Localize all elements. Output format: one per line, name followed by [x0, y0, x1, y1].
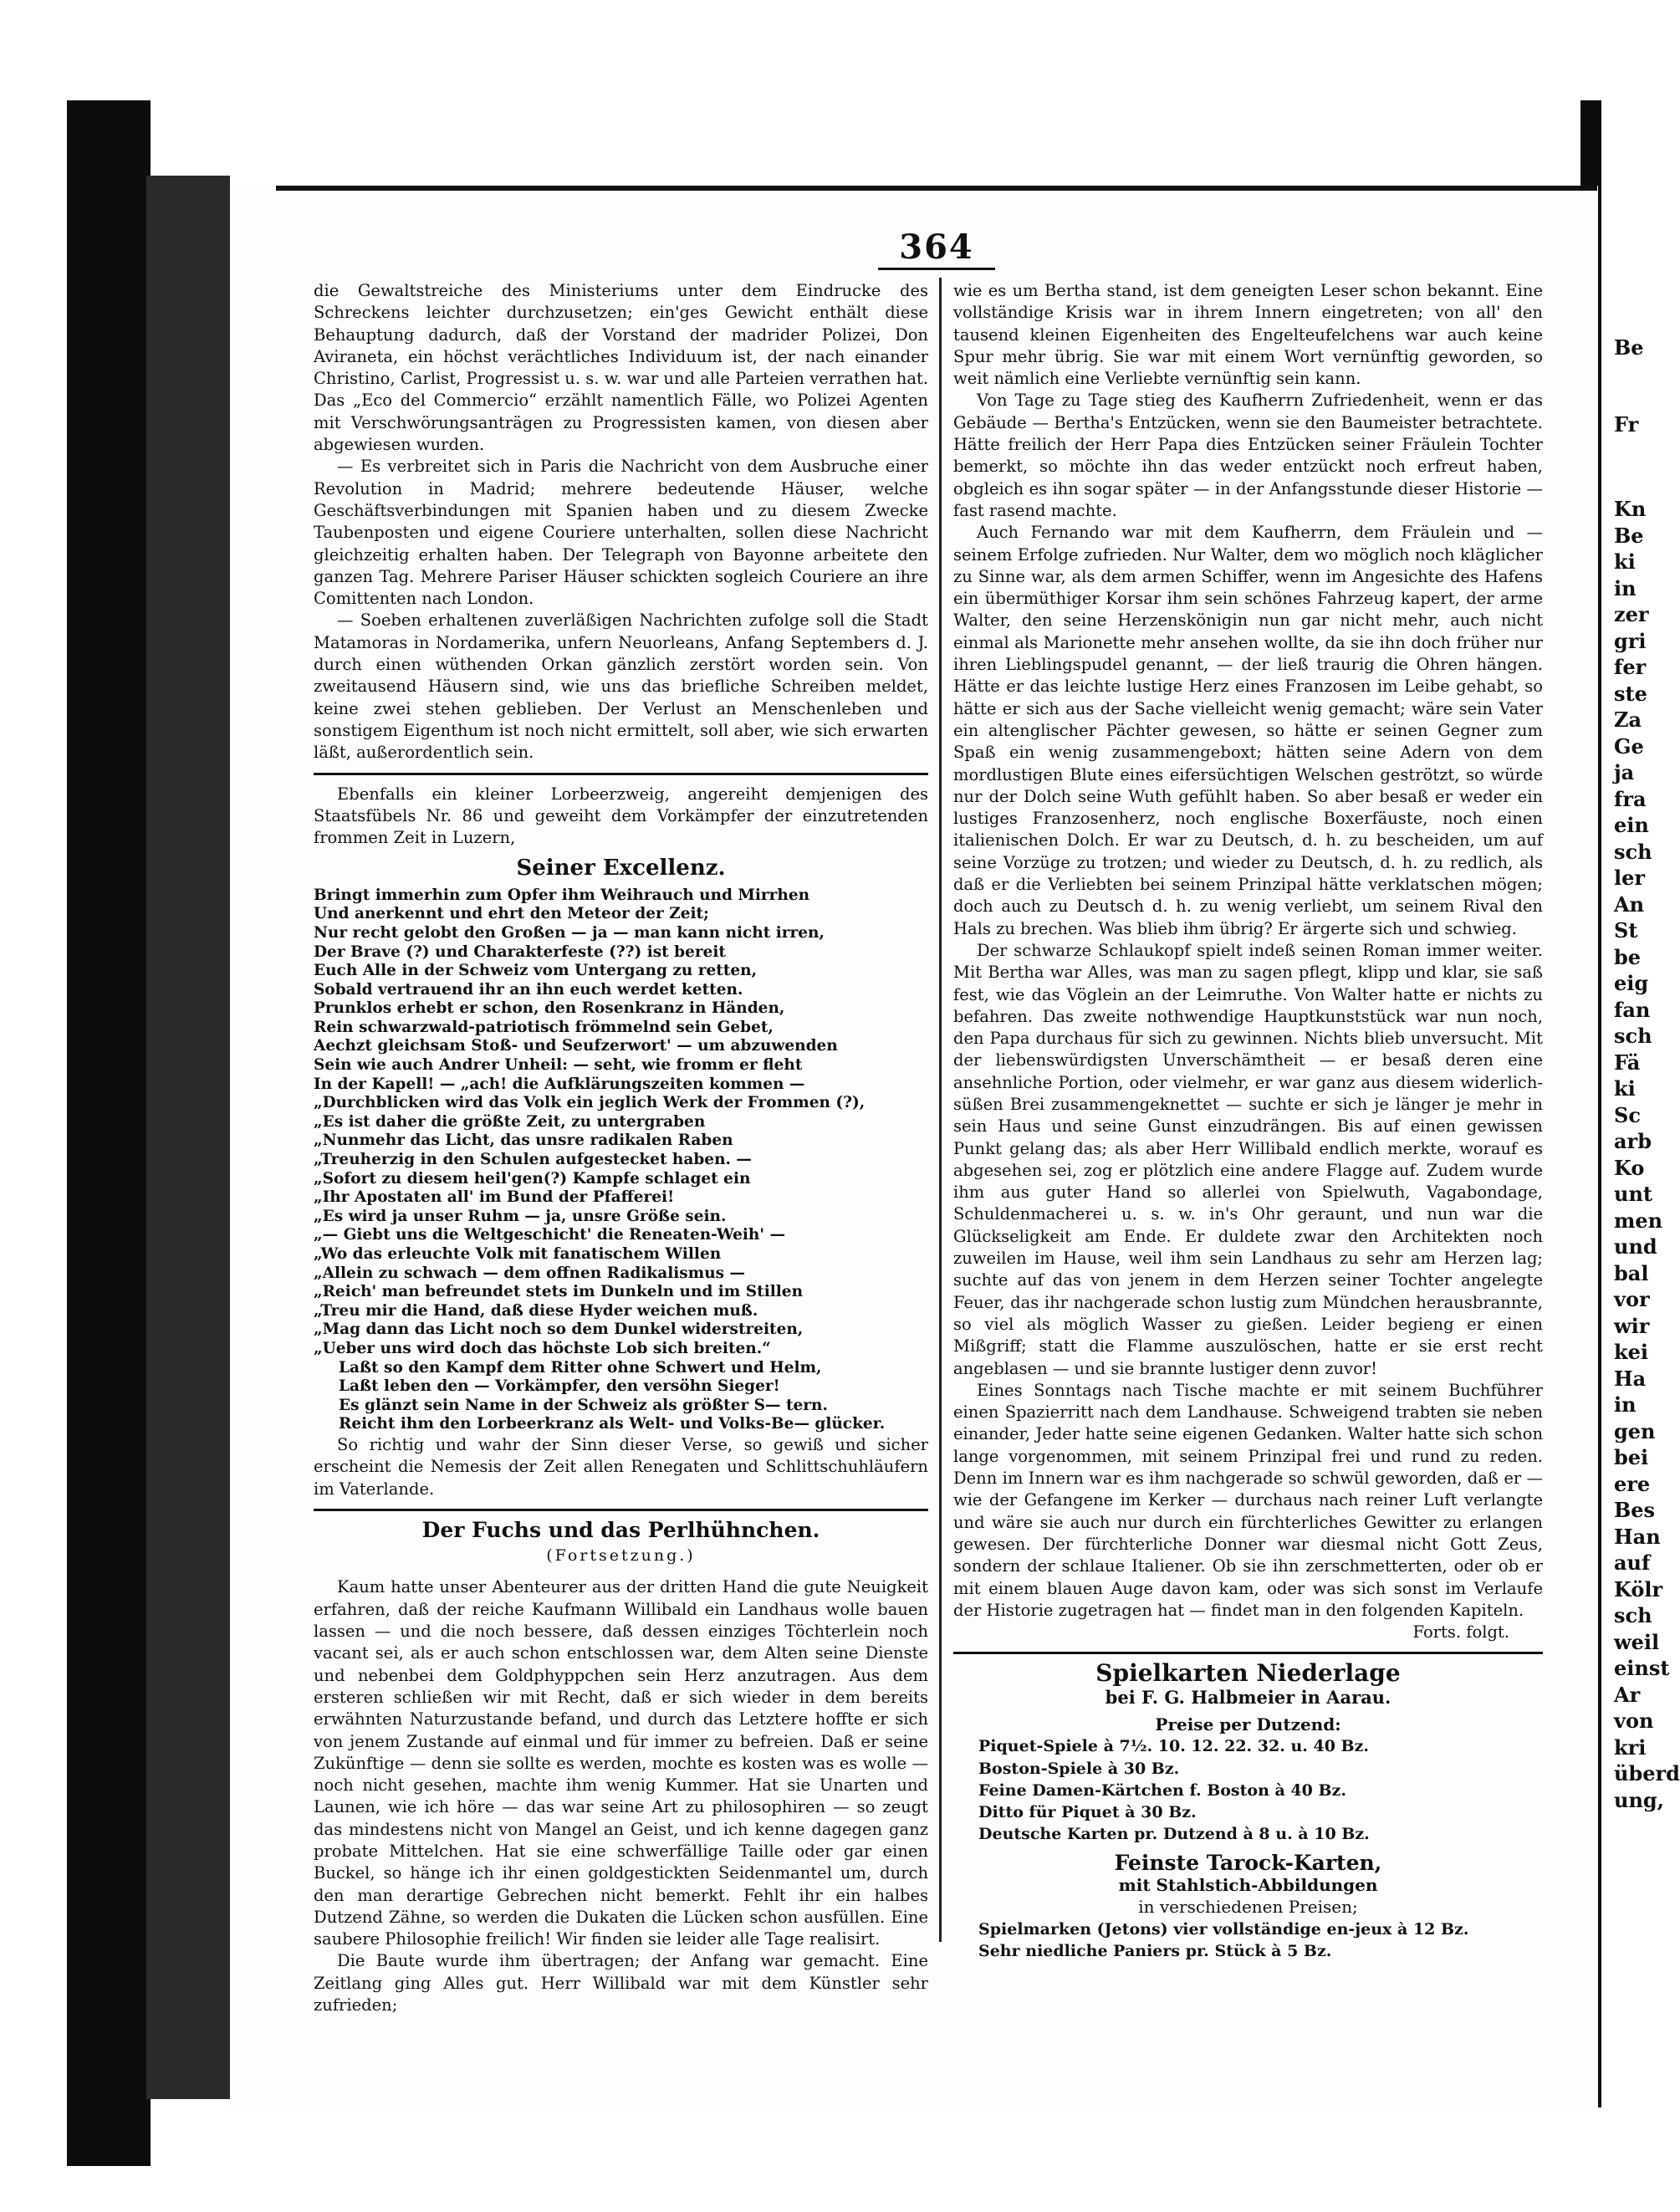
fragment-line: bal	[1614, 1260, 1649, 1285]
fragment-line: fer	[1614, 655, 1647, 679]
story-paragraph: Die Baute wurde ihm übertragen; der Anfang war gemacht. Eine Zeitlang ging Alles gut. Herr Willibald war mit dem Künstler sehr zufrieden;	[314, 1951, 928, 2015]
fragment-line: ki	[1614, 549, 1636, 574]
fragment-line: gri	[1614, 628, 1647, 653]
news-paragraph: — Es verbreitet sich in Paris die Nachricht von dem Ausbruche einer Revolution in Madrid; mehrere bedeutende Häuser, welche Geschäftsverbindungen mit Spanien haben und zu diesem Zwecke Taubenposten und eigene Couriere unterhalten, sollen diese Nachricht gleichzeitig erhalten haben. Der Telegraph von Bayonne arbeitete den ganzen Tag. Mehrere Pariser Häuser schickten sogleich Couriere an ihre Comittenten nach London.	[314, 457, 928, 609]
fragment-line: men	[1614, 1208, 1663, 1233]
poem-line: Laßt so den Kampf dem Ritter ohne Schwert und Helm,	[339, 1358, 822, 1377]
story-title: Der Fuchs und das Perlhühnchen.	[421, 1517, 820, 1542]
ad-title-tarock: Feinste Tarock-Karten,	[1114, 1850, 1382, 1875]
column-divider	[939, 278, 942, 1942]
fragment-line: Ge	[1614, 733, 1644, 759]
poem-line: Der Brave (?) und Charakterfeste (??) ist bereit	[314, 943, 726, 961]
fragment-line: gen	[1614, 1418, 1656, 1443]
page-number: 364	[899, 227, 974, 267]
news-paragraph: — Soeben erhaltenen zuverläßigen Nachrichten zufolge soll die Stadt Matamoras in Nordamerika, unfern Neuorleans, Anfang Septembers d. J. durch einen wüthenden Orkan gänzlich zerstört worden sein. Von zweitausend Häusern sind, wie uns das briefliche Schreiben meldet, keine zwei stehen geblieben. Der Verlust an Menschenleben und sonstigem Eigenthum ist noch nicht ermittelt, soll aber, wie sich erwarten läßt, außerordentlich sein.	[314, 610, 928, 763]
fragment-line: be	[1614, 944, 1642, 969]
story-paragraph: Von Tage zu Tage stieg des Kaufherrn Zufriedenheit, wenn er das Gebäude — Bertha's Entzücken, wenn sie den Baumeister betrachtete. Hätte freilich der Herr Papa dies Entzücken seiner Fräulein Tochter bemerkt, so möchte ihn das weder entzückt noch erfreut haben, obgleich es ihn sogar später — in der Anfangsstunde dieser Historie — fast rasend machte.	[953, 391, 1543, 520]
fragment-line: unt	[1614, 1182, 1652, 1206]
fragment-line: fra	[1614, 786, 1647, 811]
ad-title: Spielkarten Niederlage	[1095, 1659, 1401, 1688]
poem-line: „Es wird ja unser Ruhm — ja, unsre Größe sein.	[314, 1207, 727, 1225]
ad-line: Deutsche Karten pr. Dutzend à 8 u. à 10 Bz.	[978, 1825, 1370, 1844]
fragment-line: ung,	[1614, 1787, 1665, 1812]
fragment-line: Ar	[1614, 1682, 1641, 1707]
fragment-line: sch	[1614, 1024, 1652, 1048]
fragment-line: Bes	[1614, 1498, 1656, 1522]
fragment-line: Fä	[1614, 1050, 1641, 1075]
fragment-line: ste	[1614, 681, 1647, 706]
poem-title: Seiner Excellenz.	[516, 856, 726, 881]
poem-line: „Treuherzig in den Schulen aufgestecket haben. —	[314, 1151, 752, 1169]
poem-line: Und anerkennt und ehrt den Meteor der Zeit;	[314, 905, 709, 923]
ad-sub-prices: in verschiedenen Preisen;	[1138, 1897, 1358, 1918]
left-column	[314, 280, 928, 2016]
story-subtitle: (Fortsetzung.)	[546, 1546, 696, 1566]
fragment-line: Be	[1614, 523, 1644, 548]
poem-line: „Ihr Apostaten all' im Bund der Pfafferei!	[314, 1188, 675, 1207]
story-paragraph: wie es um Bertha stand, ist dem geneigten Leser schon bekannt. Eine vollständige Krisis war in ihrem Innern eingetreten; von all' den tausend kleinen Eigenheiten des Engelteufelchens war auch keine Spur mehr übrig. Sie war mit einem Wort vernünftig geworden, so weit nämlich eine Verliebte vernünftig sein kann.	[953, 281, 1543, 389]
story-paragraph: Der schwarze Schlaukopf spielt indeß seinen Roman immer weiter. Mit Bertha war Alles, was man zu sagen pflegt, klipp und klar, sie saß fest, wie das Vöglein an der Leimruthe. Von Walter hatte er nichts zu befahren. Das zweite nothwendige Hauptkunststück war nun noch, den Papa durchaus für sich zu gewinnen. Nichts blieb unversucht. Mit der liebenswürdigsten Unverschämtheit — er besaß deren eine ansehnliche Portion, oder vielmehr, er war ganz aus diesem widerlich-süßen Brei zusammengeknettet — suchte er sich je länger je mehr in sein Haus und seine Gunst einzudrängen. Bis auf einen gewissen Punkt gelang das; als aber Herr Willibald endlich merkte, worauf es abgesehen sei, zog er plötzlich eine andere Flagge auf. Zudem wurde ihm aus guter Hand so allerlei von Spielwuth, Vagabondage, Schuldenmacherei u. s. w. in's Ohr geraunt, und nun war die Glückseligkeit am Ende. Er duldete zwar den Architekten noch zuweilen im Hause, weil ihm sein Landhaus zu sehr am Herzen lag; suchte auf das von jenem in dem Herzen seiner Tochter angelegte Feuer, das ihr nachgerade schon lustig zum Mündchen herausbrannte, so viel als möglich Wasser zu gießen. Leider begieng er einen Mißgriff; statt die Flamme auszulöschen, hatte er sie erst recht angeblasen — und sie brannte lustiger denn zuvor!	[953, 940, 1543, 1378]
fragment-line: in	[1614, 1392, 1637, 1417]
fragment-line: weil	[1614, 1629, 1660, 1654]
ad-line: Sehr niedliche Paniers pr. Stück à 5 Bz.	[978, 1941, 1332, 1960]
poem-line: Aechzt gleichsam Stoß- und Seufzerwort' — um abzuwenden	[314, 1037, 838, 1055]
fragment-line: Ko	[1614, 1155, 1645, 1180]
fragment-line: ki	[1614, 1076, 1636, 1101]
story-paragraph: Kaum hatte unser Abenteurer aus der dritten Hand die gute Neuigkeit erfahren, daß der reiche Kaufmann Willibald ein Landhaus wolle bauen lassen — und die noch bessere, daß dessen einziges Töchterlein noch vacant sei, als er auch schon entschlossen war, dem Alten seine Dienste und nebenbei dem Goldphyppchen sein Herz anzutragen. Aus dem ersteren schließen wir mit Recht, daß er sich wieder in dem bereits erwähnten Naturzustande befand, und durch das Letztere hoffte er sich von jenem Zustande auf einmal und für immer zu befreien. Daß er seine Zukünftige — denn sie sollte es werden, mochte es kosten was es wolle — noch nicht gesehen, machte ihm wenig Kummer. Hat sie Unarten und Launen, wie ich höre — das war seine Art zu philosophiren — so zeugt das mindestens nicht von Mangel an Geist, und ich kenne dagegen ganz probate Mittelchen. Hat sie eine schwerfällige Taille oder gar einen Buckel, so hänge ich ihr einen goldgestickten Seidenmantel um, durch den man derartige Gebrechen nicht bemerkt. Fehlt ihr ein halbes Dutzend Zähne, so werden die Dukaten die Lücken schon ausfüllen. Eine saubere Philosophie freilich! Wir finden sie leider alle Tage realisirt.	[314, 1577, 928, 1949]
poem-outro: So richtig und wahr der Sinn dieser Verse, so gewiß und sicher erscheint die Nemesis der Zeit allen Renegaten und Schlittschuhläufern im Vaterlande.	[314, 1434, 928, 1499]
fragment-line: Fr	[1614, 411, 1639, 437]
fragment-line: überd	[1614, 1761, 1680, 1785]
fragment-line: ere	[1614, 1471, 1651, 1496]
top-rule	[276, 186, 1597, 191]
poem-line: „Durchblicken wird das Volk ein jeglich Werk der Frommen (?),	[314, 1094, 866, 1112]
fragment-line: auf	[1614, 1550, 1651, 1575]
fragment-line: zer	[1614, 602, 1649, 626]
poem-line: Laßt leben den — Vorkämpfer, den versöhn Sieger!	[339, 1377, 780, 1396]
section-rule	[953, 1652, 1543, 1654]
poem-line: „Sofort zu diesem heil'gen(?) Kampfe schlaget ein	[314, 1169, 751, 1188]
fragment-line: kri	[1614, 1734, 1647, 1760]
adjacent-page-fragment	[1614, 335, 1680, 1813]
ad-line: Boston-Spiele à 30 Bz.	[978, 1759, 1180, 1778]
fragment-line: sch	[1614, 839, 1652, 864]
poem-intro: Ebenfalls ein kleiner Lorbeerzweig, angereiht demjenigen des Staatsfübels Nr. 86 und geweiht dem Vorkämpfer der einzutretenden frommen Zeit in Luzern,	[314, 784, 928, 848]
fragment-line: ja	[1614, 760, 1635, 784]
poem-line: In der Kapell! — „ach! die Aufklärungszeiten kommen —	[314, 1075, 805, 1093]
news-paragraph: die Gewaltstreiche des Ministeriums unter dem Eindrucke des Schreckens leichter durchzusetzen; ein'ges Gewicht enthält diese Behauptung dadurch, daß der Vorstand der madrider Polizei, Don Aviraneta, ein höchst verächtliches Individuum ist, der nach einander Christino, Carlist, Progressist u. s. w. war und alle Parteien verrathen hat. Das „Eco del Commercio“ erzählt namentlich Fälle, wo Polizei Agenten mit Verschwörungsanträgen zu Progressisten kamen, von diesen aber abgewiesen wurden.	[314, 281, 928, 455]
fragment-line: arb	[1614, 1129, 1652, 1153]
ad-line: Feine Damen-Kärtchen f. Boston à 40 Bz.	[978, 1780, 1346, 1800]
poem-line: Sein wie auch Andrer Unheil: — seht, wie fromm er fleht	[314, 1056, 803, 1075]
fragment-line: Kn	[1614, 497, 1647, 521]
poem-line: Bringt immerhin zum Opfer ihm Weihrauch und Mirrhen	[314, 886, 810, 904]
fragment-line: kei	[1614, 1340, 1649, 1364]
fragment-line: eig	[1614, 971, 1649, 995]
poem-line: „Mag dann das Licht noch so dem Dunkel widerstreiten,	[314, 1321, 804, 1339]
fragment-line: Be	[1614, 335, 1644, 360]
story-paragraph: Auch Fernando war mit dem Kaufherrn, dem Fräulein und — seinem Erfolge zufrieden. Nur Walter, dem wo möglich noch kläglicher zu Sinne war, als dem armen Schiffer, wenn im Angesichte des Hafens ein übermüthiger Korsar ihm sein schönes Fahrzeug kapert, der arme Walter, den seine Herzenskönigin nun gar nicht mehr, auch nicht einmal als Marionette mehr ansehen wollte, da sie ihn doch früher nur ihren Lieblingspudel genannt, — der ließ traurig die Ohren hängen. Hätte er das leichte lustige Herz eines Franzosen im Leibe gehabt, so hätte er sich aus der Sache vielleicht wenig gemacht; wäre sein Vater ein altenglischer Pächter gewesen, so hätte er seinen Gegner zum Spaß ein wenig zusammengeboxt; hätten seine Adern von dem mordlustigen Blute eines eifersüchtigen Welschen geströtzt, so würde nur der Dolch seine Wuth gefühlt haben. So aber besaß er weder ein lustiges Franzosenherz, noch englische Boxerfäuste, noch einen italienischen Dolch. Er war zu Deutsch, d. h. zu bescheiden, um auf seine Vorzüge zu trotzen; und wieder zu Deutsch, d. h. zu redlich, als daß er die Verliebten bei seinem Prinzipal hätte verklatschen mögen; doch auch zu Deutsch d. h. zu wenig verliebt, um seinem Rival den Hals zu brechen. Was blieb ihm übrig? Er ärgerte sich und schwieg.	[953, 523, 1543, 938]
fragment-line: vor	[1614, 1287, 1650, 1311]
poem-line: Nur recht gelobt den Großen — ja — man kann nicht irren,	[314, 923, 825, 942]
fragment-line: einst	[1614, 1656, 1670, 1680]
scan-left-border	[67, 100, 151, 2166]
ad-line: Ditto für Piquet à 30 Bz.	[978, 1803, 1197, 1822]
fragment-line: St	[1614, 918, 1638, 943]
fragment-line: ler	[1614, 866, 1646, 890]
fragment-line: ein	[1614, 813, 1649, 837]
poem-line: Sobald vertrauend ihr an ihn euch werdet ketten.	[314, 980, 743, 999]
scan-book-edge	[146, 176, 230, 2099]
poem-line: „Es ist daher die größte Zeit, zu untergraben	[314, 1112, 706, 1131]
poem-line: Prunklos erhebt er schon, den Rosenkranz in Händen,	[314, 999, 785, 1018]
ad-sub-tarock: mit Stahlstich-Abbildungen	[1118, 1875, 1378, 1896]
right-column	[953, 280, 1543, 1962]
fragment-line: An	[1614, 891, 1645, 917]
continuation-note: Forts. folgt.	[1412, 1622, 1509, 1642]
poem-line: Reicht ihm den Lorbeerkranz als Welt- und Volks-Be— glücker.	[339, 1415, 886, 1433]
fragment-line: von	[1614, 1709, 1654, 1733]
fragment-line: wir	[1614, 1313, 1650, 1338]
poem-line: Rein schwarzwald-patriotisch frömmelnd sein Gebet,	[314, 1018, 774, 1036]
section-rule	[314, 1509, 928, 1511]
poem-line: „Ueber uns wird doch das höchste Lob sich breiten.“	[314, 1339, 771, 1357]
fragment-line: in	[1614, 575, 1637, 600]
page-number-rule	[878, 268, 995, 270]
poem-line: „— Giebt uns die Weltgeschicht' die Reneaten-Weih' —	[314, 1226, 785, 1244]
poem	[314, 886, 928, 1434]
ad-subtitle: bei F. G. Halbmeier in Aarau.	[1105, 1686, 1391, 1708]
fragment-line: fan	[1614, 997, 1651, 1022]
poem-line: „Reich' man befreundet stets im Dunkeln und im Stillen	[314, 1283, 804, 1301]
fragment-line: sch	[1614, 1603, 1652, 1627]
poem-line: Es glänzt sein Name in der Schweiz als größter S— tern.	[339, 1396, 828, 1414]
fragment-line: Za	[1614, 708, 1642, 732]
fragment-line: und	[1614, 1234, 1657, 1259]
ad-prices-heading: Preise per Dutzend:	[1155, 1714, 1341, 1734]
poem-line: Euch Alle in der Schweiz vom Untergang zu retten,	[314, 962, 758, 980]
section-rule	[314, 773, 928, 775]
poem-line: „Treu mir die Hand, daß diese Hyder weichen muß.	[314, 1301, 758, 1320]
poem-line: „Allein zu schwach — dem offnen Radikalismus —	[314, 1264, 746, 1282]
fragment-line: Kölr	[1614, 1576, 1663, 1602]
poem-line: „Wo das erleuchte Volk mit fanatischem Willen	[314, 1245, 722, 1263]
fragment-line: Sc	[1614, 1102, 1641, 1127]
fragment-line: Ha	[1614, 1366, 1647, 1391]
fragment-line: Han	[1614, 1524, 1661, 1549]
fragment-line: bei	[1614, 1445, 1649, 1469]
ad-line: Spielmarken (Jetons) vier vollständige en-jeux à 12 Bz.	[978, 1919, 1469, 1939]
poem-line: „Nunmehr das Licht, das unsre radikalen Raben	[314, 1132, 733, 1150]
ad-line: Piquet-Spiele à 7½. 10. 12. 22. 32. u. 40 Bz.	[978, 1737, 1370, 1756]
story-paragraph: Eines Sonntags nach Tische machte er mit seinem Buchführer einen Spazierritt nach dem Landhause. Schweigend trabten sie neben einander, Jeder hatte seine eigenen Gedanken. Walter hatte sich schon lange vorgenommen, mit seinem Prinzipal frei und rund zu reden. Denn im Innern war es ihm nachgerade so schwül geworden, daß er — wie der Gefangene im Kerker — durchaus nach reiner Luft verlangte und wäre sie auch nur durch ein fürchterliches Gewitter zu erlangen gewesen. Der fürchterliche Donner war diesmal nicht Gott Zeus, sondern der schlaue Italiener. Ob sie ihn zerschmetterten, oder ob er mit einem blauen Auge davon kam, oder was sich sonst im Verlaufe der Historie zugetragen hat — findet man in den folgenden Kapiteln.	[953, 1380, 1543, 1620]
